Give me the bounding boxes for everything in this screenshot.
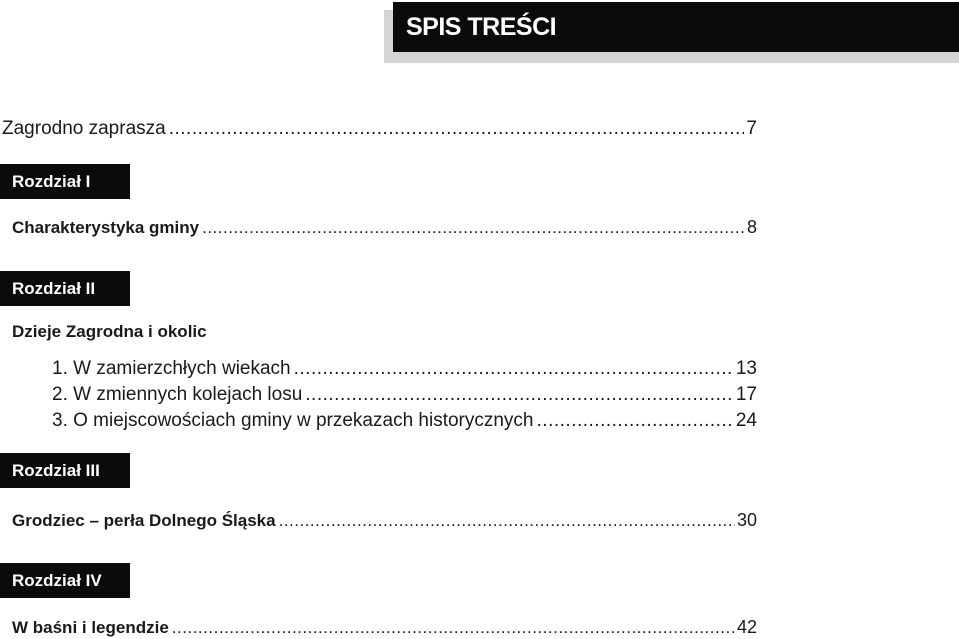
toc-entry-chapter-1[interactable] (12, 217, 757, 238)
toc-entry-label: 3. O miejscowościach gminy w przekazach historycznych (52, 410, 534, 431)
toc-leader-dots (279, 511, 735, 531)
toc-entry-chapter-4[interactable] (12, 617, 757, 638)
toc-entry-label: 2. W zmiennych kolejach losu (52, 384, 303, 405)
toc-entry-2-3[interactable] (52, 410, 757, 432)
toc-page-number: 17 (735, 384, 757, 405)
toc-leader-dots (202, 218, 745, 238)
toc-leader-dots (169, 118, 745, 140)
toc-page-number: 13 (735, 358, 757, 379)
toc-leader-dots (537, 410, 734, 432)
chapter-tab-4: Rozdział IV (0, 563, 130, 598)
toc-entry-2-1[interactable] (52, 358, 757, 380)
chapter-tab-1: Rozdział I (0, 164, 130, 199)
toc-entry-2-2[interactable] (52, 384, 757, 406)
toc-entry-label: W baśni i legendzie (12, 618, 169, 637)
toc-entry-intro[interactable] (2, 118, 757, 140)
toc-leader-dots (305, 384, 734, 406)
toc-page-number: 24 (735, 410, 757, 431)
toc-entry-label: 1. W zamierzchłych wiekach (52, 358, 291, 379)
toc-page-number: 7 (746, 118, 757, 139)
chapter-tab-3: Rozdział III (0, 453, 130, 488)
toc-page-number: 8 (746, 217, 757, 237)
toc-leader-dots (172, 618, 735, 638)
toc-entry-label: Grodziec – perła Dolnego Śląska (12, 511, 276, 530)
page-title-box (393, 2, 959, 52)
chapter-tab-2: Rozdział II (0, 271, 130, 306)
toc-leader-dots (294, 358, 734, 380)
toc-entry-label: Charakterystyka gminy (12, 218, 200, 237)
toc-entry-chapter-3[interactable] (12, 510, 757, 531)
page-title: SPIS TREŚCI (406, 13, 557, 41)
toc-page-number: 42 (736, 617, 757, 637)
chapter-heading-2: Dzieje Zagrodna i okolic (12, 322, 207, 341)
toc-entry-label: Zagrodno zaprasza (2, 118, 166, 139)
toc-page-number: 30 (736, 510, 757, 530)
